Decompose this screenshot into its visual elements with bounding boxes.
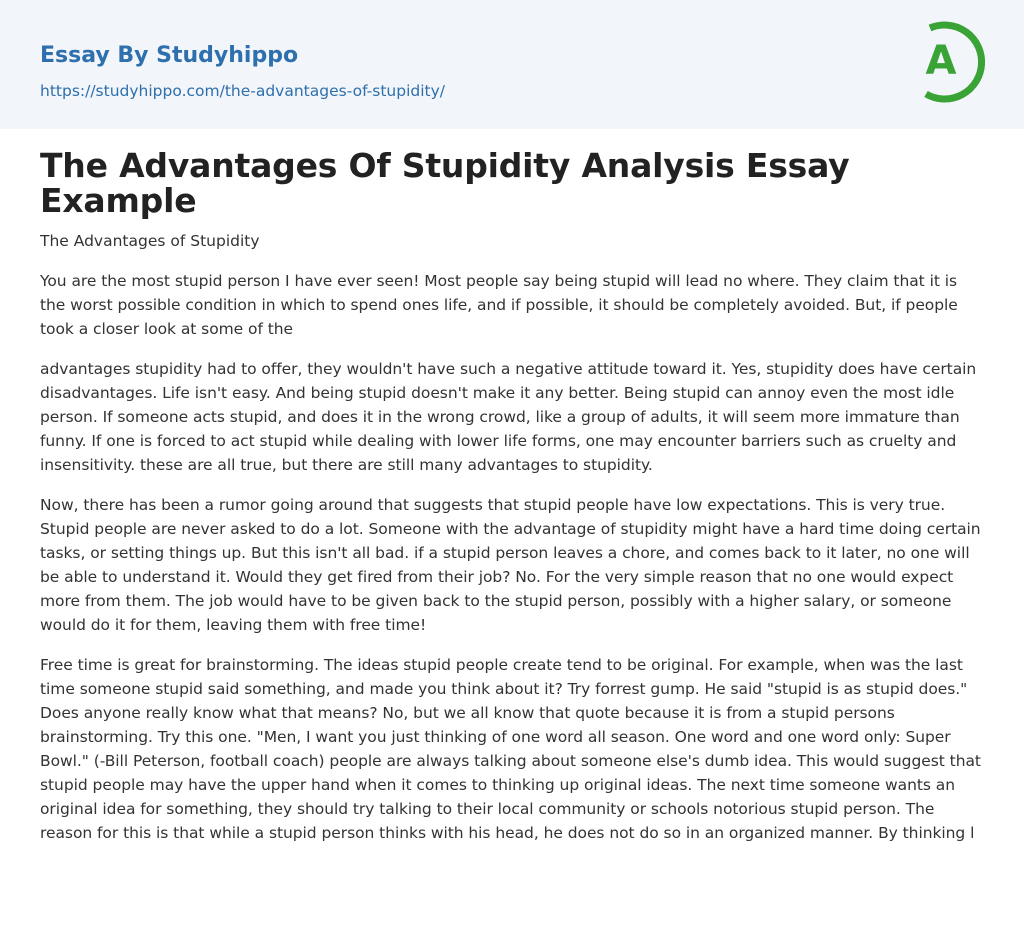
paragraph-3: Now, there has been a rumor going around that suggests that stupid people have low expectations. This is very true. Stupid people are never asked to do a lot. Someone with the advantage of stupidity might have a hard time doing certain tasks, or setting things up. But this isn't all bad. if a stupid person leaves a chore, and comes back to it later, no one will be able to understand it. Would they get fired from their job? No. For the very simple reason that no one would expect more from them. The job would have to be given back to the stupid person, possibly with a higher salary, or someone would do it for them, leaving them with free time! <box>40 496 981 634</box>
paragraph-2: advantages stupidity had to offer, they wouldn't have such a negative attitude toward it. Yes, stupidity does have certain disadvantages. Life isn't easy. And being stupid doesn't make it any better. Being stupid can annoy even the most idle person. If someone acts stupid, and does it in the wrong crowd, like a group of adults, it will seem more immature than funny. If one is forced to act stupid while dealing with lower life forms, one may encounter barriers such as cruelty and insensitivity. these are all true, but there are still many advantages to stupidity. <box>40 360 977 474</box>
article <box>0 129 1024 845</box>
site-header <box>0 0 1024 129</box>
essay-subtitle: The Advantages of Stupidity <box>40 232 260 250</box>
essay-url-link[interactable]: https://studyhippo.com/the-advantages-of-stupidity/ <box>40 82 446 100</box>
site-brand[interactable]: Essay By Studyhippo <box>40 43 299 68</box>
paragraph-4: Free time is great for brainstorming. The ideas stupid people create tend to be original. For example, when was the last time someone stupid said something, and made you think about it? Try forrest gump. He said "stupid is as stupid does." Does anyone really know what that means? No, but we all know that quote because it is from a stupid persons brainstorming. Try this one. "Men, I want you just thinking of one word all season. One word and one word only: Super Bowl." (-Bill Peterson, football coach) people are always talking about someone else's dumb idea. This would suggest that stupid people may have the upper hand when it comes to thinking up original ideas. The next time someone wants an original idea for something, they should try talking to their local community or schools notorious stupid person. The reason for this is that while a stupid person thinks with his head, he does not do so in an organized manner. By thinking l <box>40 656 981 842</box>
page-title: The Advantages Of Stupidity Analysis Essay Example <box>40 146 850 220</box>
logo-a-icon[interactable] <box>910 18 990 106</box>
paragraph-1: You are the most stupid person I have ever seen! Most people say being stupid will lead no where. They claim that it is the worst possible condition in which to spend ones life, and if possible, it should be completely avoided. But, if people took a closer look at some of the <box>40 272 958 338</box>
logo-letter: A <box>925 38 957 84</box>
